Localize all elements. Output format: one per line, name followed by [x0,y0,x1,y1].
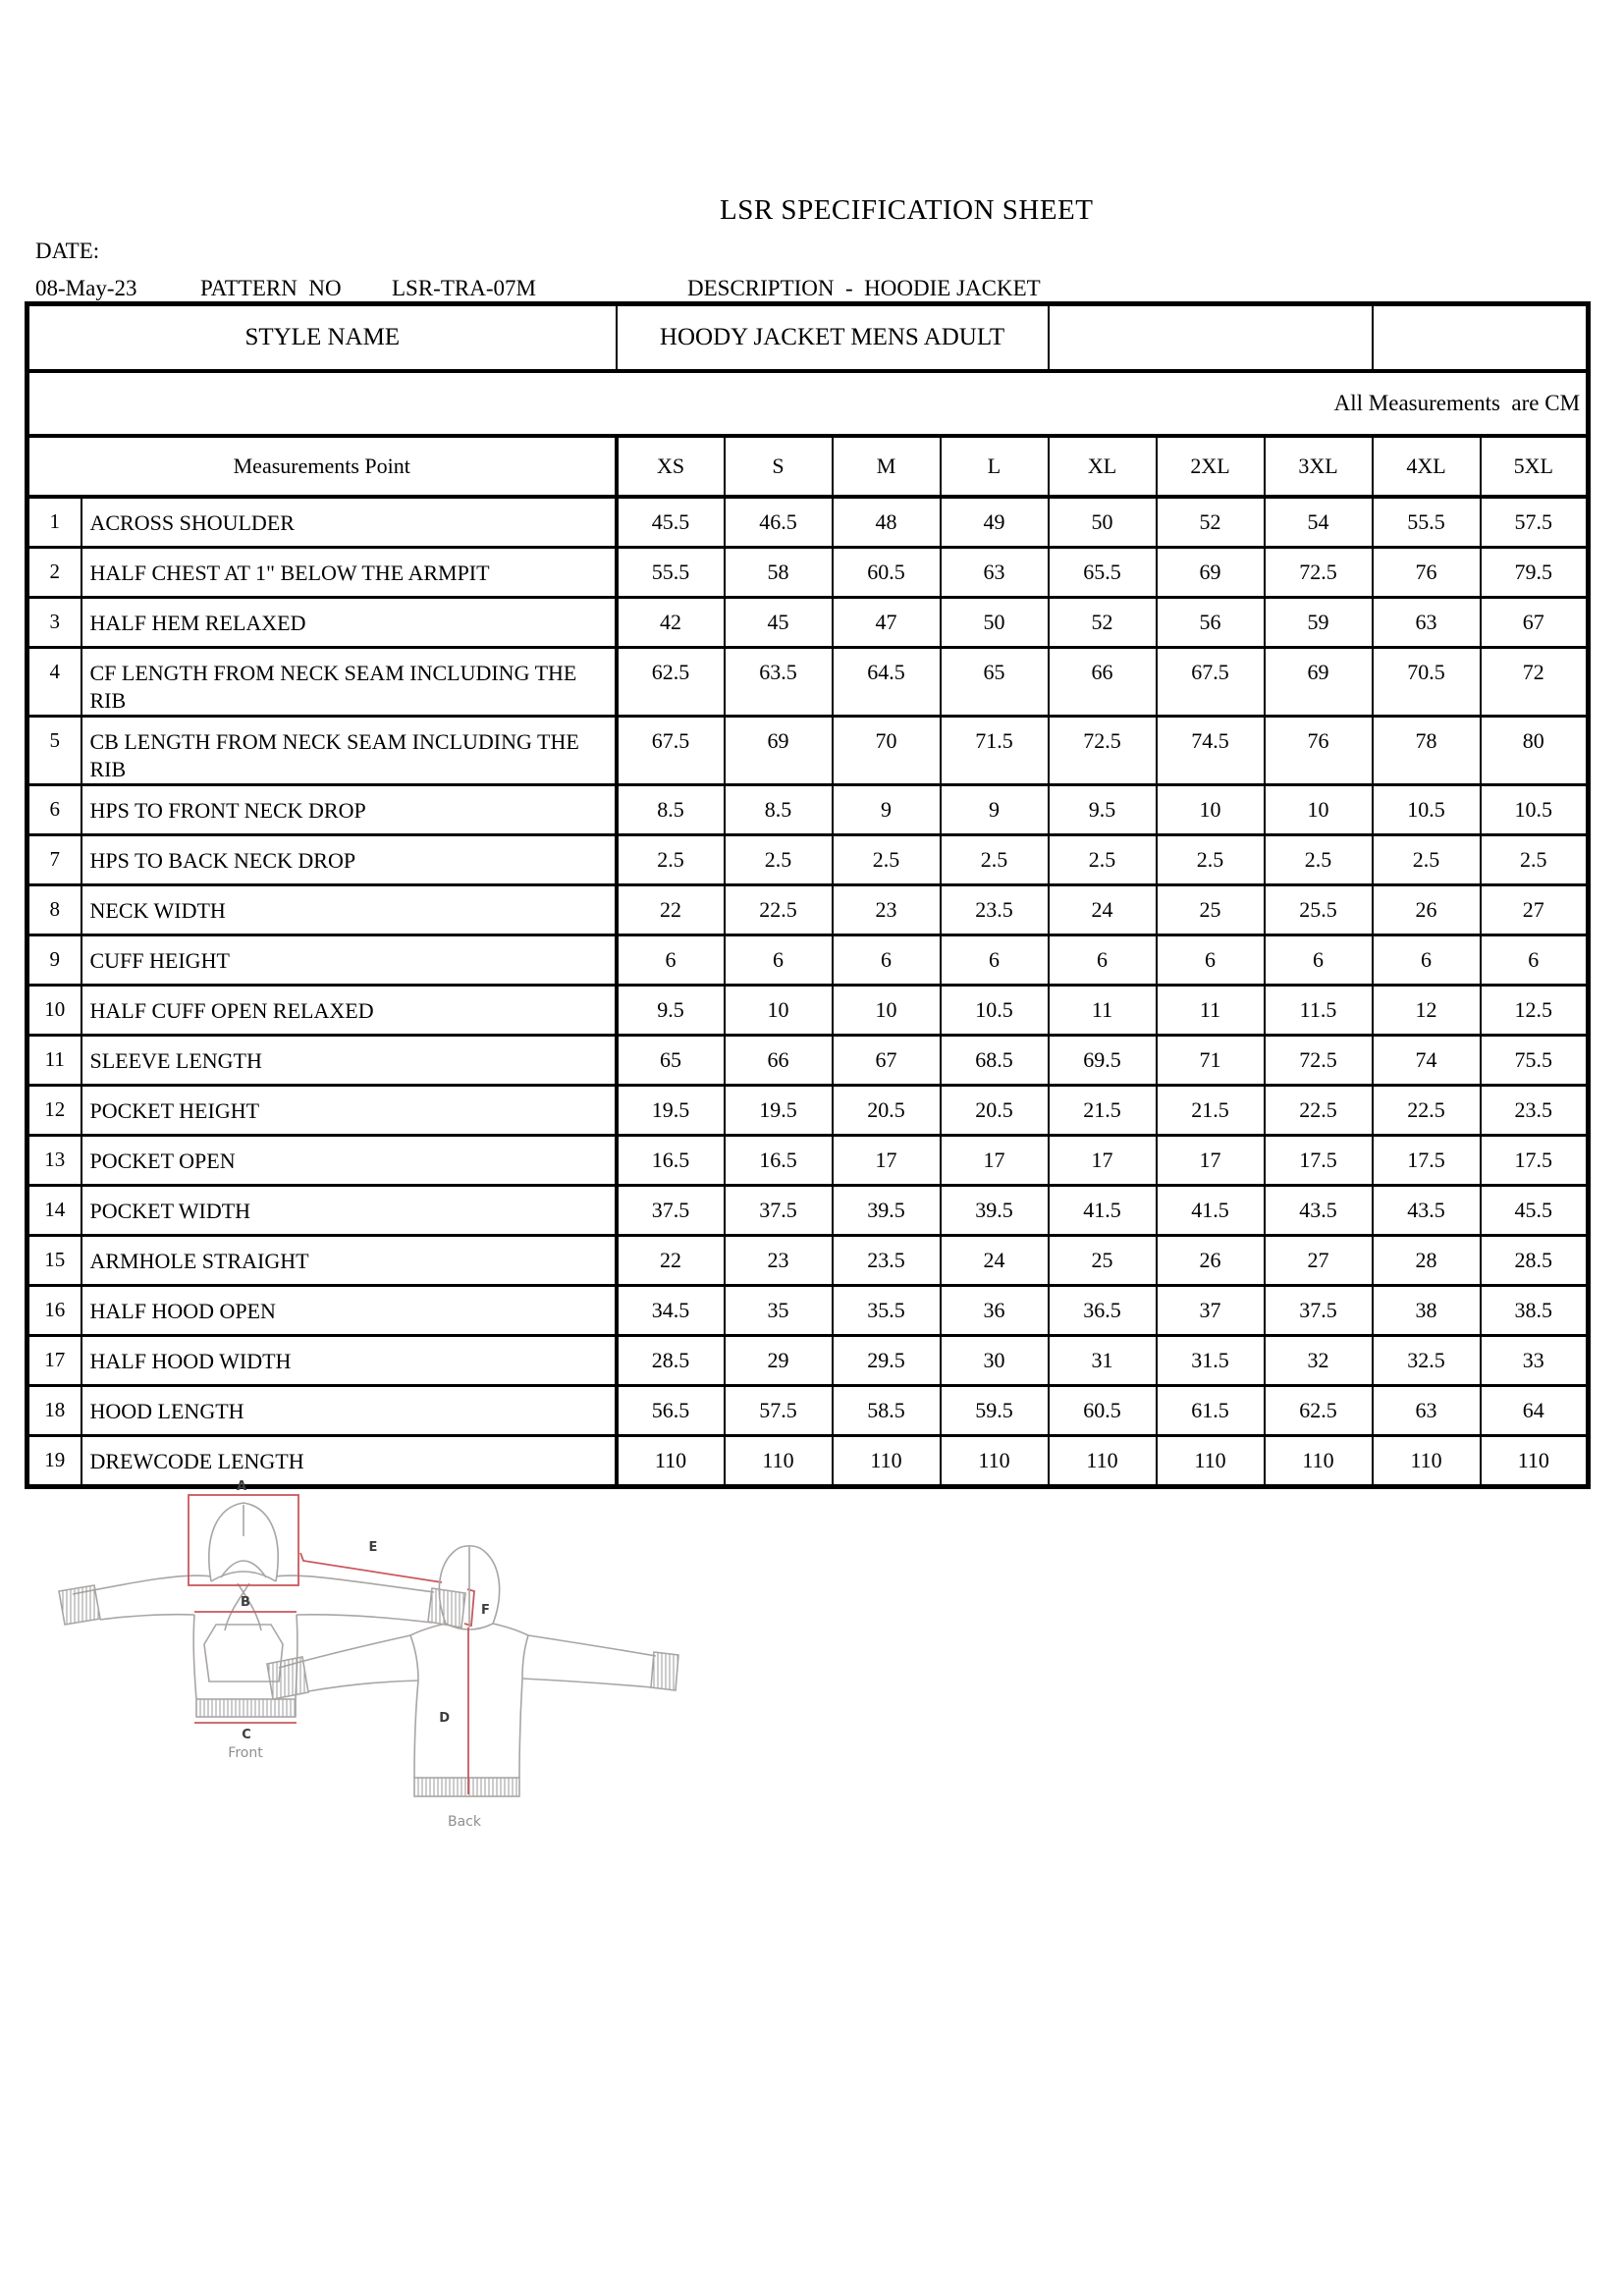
value-l: 20.5 [941,1086,1049,1136]
style-name-value: HOODY JACKET MENS ADULT [617,304,1049,372]
row-number: 11 [27,1036,81,1086]
value-m: 60.5 [833,548,941,598]
row-number: 12 [27,1086,81,1136]
value-xs: 110 [617,1436,725,1487]
value-l: 59.5 [941,1386,1049,1436]
measurement-table [25,301,1591,1489]
value-s: 57.5 [725,1386,833,1436]
value-3xl: 10 [1265,785,1373,835]
measurement-name: HPS TO FRONT NECK DROP [81,785,617,835]
value-4xl: 28 [1373,1236,1481,1286]
value-xl: 41.5 [1049,1186,1157,1236]
measurement-row-14 [27,1186,1589,1236]
value-m: 17 [833,1136,941,1186]
value-5xl: 38.5 [1481,1286,1589,1336]
value-5xl: 2.5 [1481,835,1589,885]
measurement-row-8 [27,885,1589,935]
measurement-row-13 [27,1136,1589,1186]
value-xs: 9.5 [617,986,725,1036]
front-body-left-edge [193,1615,196,1699]
measurement-name: CF LENGTH FROM NECK SEAM INCLUDING THE RIB [81,648,617,717]
value-xs: 55.5 [617,548,725,598]
value-2xl: 56 [1157,598,1265,648]
value-3xl: 76 [1265,717,1373,785]
value-xl: 66 [1049,648,1157,717]
value-2xl: 69 [1157,548,1265,598]
value-m: 67 [833,1036,941,1086]
back-body-left-edge [414,1681,418,1778]
back-view-sketch [263,1529,695,1836]
value-xs: 34.5 [617,1286,725,1336]
value-s: 23 [725,1236,833,1286]
measurement-name: DREWCODE LENGTH [81,1436,617,1487]
value-5xl: 79.5 [1481,548,1589,598]
style-empty-cell-1 [1049,304,1373,372]
measurement-row-2 [27,548,1589,598]
value-xl: 21.5 [1049,1086,1157,1136]
size-header-row [27,436,1589,497]
value-m: 110 [833,1436,941,1487]
value-5xl: 80 [1481,717,1589,785]
measurement-row-9 [27,935,1589,986]
value-2xl: 67.5 [1157,648,1265,717]
value-l: 30 [941,1336,1049,1386]
value-xl: 6 [1049,935,1157,986]
value-xs: 28.5 [617,1336,725,1386]
value-l: 36 [941,1286,1049,1336]
value-m: 48 [833,497,941,548]
back-right-sleeve-bottom [522,1679,652,1687]
value-4xl: 43.5 [1373,1186,1481,1236]
size-header-xl: XL [1049,436,1157,497]
value-l: 23.5 [941,885,1049,935]
front-hood-face-opening [221,1561,266,1577]
value-3xl: 37.5 [1265,1286,1373,1336]
style-name-row [27,304,1589,372]
value-xl: 72.5 [1049,717,1157,785]
pattern-no-label: PATTERN NO [200,276,342,300]
measurement-row-17 [27,1336,1589,1386]
value-l: 68.5 [941,1036,1049,1086]
value-2xl: 61.5 [1157,1386,1265,1436]
value-m: 39.5 [833,1186,941,1236]
value-2xl: 21.5 [1157,1086,1265,1136]
value-4xl: 55.5 [1373,497,1481,548]
row-number: 8 [27,885,81,935]
row-number: 5 [27,717,81,785]
front-left-sleeve-bottom [100,1615,194,1620]
value-xl: 65.5 [1049,548,1157,598]
value-l: 17 [941,1136,1049,1186]
size-header-5xl: 5XL [1481,436,1589,497]
value-2xl: 52 [1157,497,1265,548]
value-xs: 16.5 [617,1136,725,1186]
value-5xl: 72 [1481,648,1589,717]
value-m: 35.5 [833,1286,941,1336]
measurement-row-5 [27,717,1589,785]
value-4xl: 63 [1373,598,1481,648]
back-view-label: Back [448,1814,481,1830]
value-3xl: 110 [1265,1436,1373,1487]
annotation-a-label: A [236,1479,247,1494]
value-xs: 6 [617,935,725,986]
value-2xl: 110 [1157,1436,1265,1487]
size-header-m: M [833,436,941,497]
value-l: 110 [941,1436,1049,1487]
value-3xl: 62.5 [1265,1386,1373,1436]
measurement-name: CB LENGTH FROM NECK SEAM INCLUDING THE RIB [81,717,617,785]
size-header-l: L [941,436,1049,497]
units-note: All Measurements are CM [27,371,1589,436]
value-5xl: 10.5 [1481,785,1589,835]
row-number: 15 [27,1236,81,1286]
size-header-xs: XS [617,436,725,497]
pattern-no-value: LSR-TRA-07M [392,276,536,300]
value-3xl: 72.5 [1265,548,1373,598]
row-number: 4 [27,648,81,717]
value-xs: 45.5 [617,497,725,548]
value-xs: 67.5 [617,717,725,785]
value-xl: 52 [1049,598,1157,648]
value-s: 22.5 [725,885,833,935]
value-4xl: 32.5 [1373,1336,1481,1386]
value-m: 70 [833,717,941,785]
value-xl: 2.5 [1049,835,1157,885]
row-number: 7 [27,835,81,885]
measurement-row-10 [27,986,1589,1036]
size-header-3xl: 3XL [1265,436,1373,497]
value-4xl: 2.5 [1373,835,1481,885]
value-2xl: 11 [1157,986,1265,1036]
row-number: 10 [27,986,81,1036]
measurement-name: HOOD LENGTH [81,1386,617,1436]
value-xl: 24 [1049,885,1157,935]
annotation-c-label: C [242,1728,251,1742]
value-xl: 25 [1049,1236,1157,1286]
value-s: 16.5 [725,1136,833,1186]
value-l: 65 [941,648,1049,717]
value-4xl: 78 [1373,717,1481,785]
value-s: 10 [725,986,833,1036]
back-right-cuff [651,1652,678,1690]
value-s: 6 [725,935,833,986]
measurement-row-16 [27,1286,1589,1336]
date-label: DATE: [35,239,100,263]
value-l: 63 [941,548,1049,598]
measurement-name: POCKET HEIGHT [81,1086,617,1136]
value-3xl: 72.5 [1265,1036,1373,1086]
value-5xl: 110 [1517,1448,1549,1472]
measurement-name: CUFF HEIGHT [81,935,617,986]
row-number: 2 [27,548,81,598]
value-xl: 9.5 [1049,785,1157,835]
value-3xl: 6 [1265,935,1373,986]
value-3xl: 69 [1265,648,1373,717]
measurement-name: POCKET WIDTH [81,1186,617,1236]
back-right-armhole [522,1635,528,1679]
value-5xl: 67 [1481,598,1589,648]
value-2xl: 6 [1157,935,1265,986]
value-xs: 22 [617,885,725,935]
value-2xl: 31.5 [1157,1336,1265,1386]
value-l: 49 [941,497,1049,548]
value-m: 58.5 [833,1386,941,1436]
value-l: 2.5 [941,835,1049,885]
value-4xl: 22.5 [1373,1086,1481,1136]
value-2xl: 10 [1157,785,1265,835]
row-number: 18 [27,1386,81,1436]
value-3xl: 59 [1265,598,1373,648]
annotation-e-label: E [368,1540,378,1555]
value-5xl: 57.5 [1481,497,1589,548]
value-m: 47 [833,598,941,648]
value-2xl: 41.5 [1157,1186,1265,1236]
value-m: 64.5 [833,648,941,717]
back-left-cuff [267,1657,308,1699]
value-xs: 56.5 [617,1386,725,1436]
value-l: 24 [941,1236,1049,1286]
measurement-row-18 [27,1386,1589,1436]
row-number: 16 [27,1286,81,1336]
value-m: 10 [833,986,941,1036]
value-3xl: 27 [1265,1236,1373,1286]
value-3xl: 17.5 [1265,1136,1373,1186]
front-left-cuff [59,1585,100,1625]
measurements-point-header: Measurements Point [27,436,617,497]
measurement-row-6 [27,785,1589,835]
value-xl: 69.5 [1049,1036,1157,1086]
value-xs: 2.5 [617,835,725,885]
row-number: 3 [27,598,81,648]
value-xs: 62.5 [617,648,725,717]
value-2xl: 37 [1157,1286,1265,1336]
style-empty-cell-2 [1373,304,1589,372]
value-4xl: 70.5 [1373,648,1481,717]
measurement-name: POCKET OPEN [81,1136,617,1186]
front-view-label: Front [228,1745,263,1761]
value-4xl: 74 [1373,1036,1481,1086]
value-s: 8.5 [725,785,833,835]
measurement-name: ACROSS SHOULDER [81,497,617,548]
value-xs: 22 [617,1236,725,1286]
row-number: 1 [27,497,81,548]
annotation-b-label: B [241,1595,250,1610]
value-xl: 17 [1049,1136,1157,1186]
size-header-4xl: 4XL [1373,436,1481,497]
measurement-name: HALF HEM RELAXED [81,598,617,648]
measurement-name: HPS TO BACK NECK DROP [81,835,617,885]
value-5xl: 64 [1481,1386,1589,1436]
value-s: 66 [725,1036,833,1086]
value-m: 6 [833,935,941,986]
value-5xl: 45.5 [1481,1186,1589,1236]
value-xl: 110 [1049,1436,1157,1487]
value-3xl: 54 [1265,497,1373,548]
measurement-row-15 [27,1236,1589,1286]
value-s: 58 [725,548,833,598]
value-3xl: 43.5 [1265,1186,1373,1236]
value-4xl: 76 [1373,548,1481,598]
value-5xl: 28.5 [1481,1236,1589,1286]
value-3xl: 25.5 [1265,885,1373,935]
value-4xl: 26 [1373,885,1481,935]
value-4xl: 10.5 [1373,785,1481,835]
measurement-name: HALF HOOD WIDTH [81,1336,617,1386]
value-s: 110 [725,1436,833,1487]
measurement-row-7 [27,835,1589,885]
value-5xl: 33 [1481,1336,1589,1386]
measurement-name: HALF HOOD OPEN [81,1286,617,1336]
measurement-name: HALF CHEST AT 1" BELOW THE ARMPIT [81,548,617,598]
measurement-name: ARMHOLE STRAIGHT [81,1236,617,1286]
size-header-s: S [725,436,833,497]
value-xl: 36.5 [1049,1286,1157,1336]
value-xl: 11 [1049,986,1157,1036]
value-3xl: 32 [1265,1336,1373,1386]
row-number: 14 [27,1186,81,1236]
value-m: 23 [833,885,941,935]
value-3xl: 22.5 [1265,1086,1373,1136]
back-hem-rib [414,1778,519,1796]
value-4xl: 6 [1373,935,1481,986]
value-s: 46.5 [725,497,833,548]
value-s: 45 [725,598,833,648]
back-left-armhole [410,1635,418,1681]
value-m: 20.5 [833,1086,941,1136]
value-3xl: 11.5 [1265,986,1373,1036]
value-m: 2.5 [833,835,941,885]
value-l: 71.5 [941,717,1049,785]
row-number: 9 [27,935,81,986]
value-xs: 8.5 [617,785,725,835]
style-name-label: STYLE NAME [27,304,617,372]
measurement-row-1 [27,497,1589,548]
value-s: 2.5 [725,835,833,885]
value-5xl: 6 [1481,935,1589,986]
annotation-f-label: F [481,1603,490,1618]
value-xl: 31 [1049,1336,1157,1386]
value-5xl: 23.5 [1481,1086,1589,1136]
value-4xl: 17.5 [1373,1136,1481,1186]
value-xs: 42 [617,598,725,648]
back-left-sleeve-bottom [308,1681,418,1691]
row-number: 6 [27,785,81,835]
value-xs: 37.5 [617,1186,725,1236]
value-l: 10.5 [941,986,1049,1036]
measurement-name: NECK WIDTH [81,885,617,935]
back-garment-outline [267,1546,678,1796]
value-s: 37.5 [725,1186,833,1236]
value-m: 23.5 [833,1236,941,1286]
date-value: 08-May-23 [35,276,137,300]
value-2xl: 25 [1157,885,1265,935]
value-3xl: 2.5 [1265,835,1373,885]
value-4xl: 38 [1373,1286,1481,1336]
value-4xl: 12 [1373,986,1481,1036]
page-title: LSR SPECIFICATION SHEET [720,194,1094,226]
row-number: 17 [27,1336,81,1386]
value-2xl: 71 [1157,1036,1265,1086]
measurement-row-12 [27,1086,1589,1136]
value-2xl: 26 [1157,1236,1265,1286]
value-2xl: 17 [1157,1136,1265,1186]
annotation-d-label: D [439,1711,450,1726]
measurement-row-11 [27,1036,1589,1086]
row-number: 19 [27,1436,81,1487]
value-l: 39.5 [941,1186,1049,1236]
value-5xl: 27 [1481,885,1589,935]
measurement-table-body [27,304,1589,1487]
measurement-name: HALF CUFF OPEN RELAXED [81,986,617,1036]
value-l: 9 [941,785,1049,835]
value-l: 6 [941,935,1049,986]
value-s: 29 [725,1336,833,1386]
row-number: 13 [27,1136,81,1186]
back-right-sleeve-top [493,1624,656,1656]
size-header-2xl: 2XL [1157,436,1265,497]
value-5xl: 12.5 [1481,986,1589,1036]
measurement-row-3 [27,598,1589,648]
measurement-row-4 [27,648,1589,717]
units-row [27,371,1589,436]
value-xl: 50 [1049,497,1157,548]
value-xl: 60.5 [1049,1386,1157,1436]
value-s: 19.5 [725,1086,833,1136]
description-text: DESCRIPTION - HOODIE JACKET [687,276,1041,300]
value-4xl: 63 [1373,1386,1481,1436]
value-s: 63.5 [725,648,833,717]
value-m: 29.5 [833,1336,941,1386]
value-2xl: 74.5 [1157,717,1265,785]
measurement-name: SLEEVE LENGTH [81,1036,617,1086]
value-l: 50 [941,598,1049,648]
value-xs: 65 [617,1036,725,1086]
back-body-right-edge [519,1679,522,1778]
value-5xl: 17.5 [1481,1136,1589,1186]
value-m: 9 [833,785,941,835]
value-4xl: 110 [1373,1436,1481,1487]
value-2xl: 2.5 [1157,835,1265,885]
value-5xl: 75.5 [1481,1036,1589,1086]
value-s: 69 [725,717,833,785]
value-s: 35 [725,1286,833,1336]
value-xs: 19.5 [617,1086,725,1136]
